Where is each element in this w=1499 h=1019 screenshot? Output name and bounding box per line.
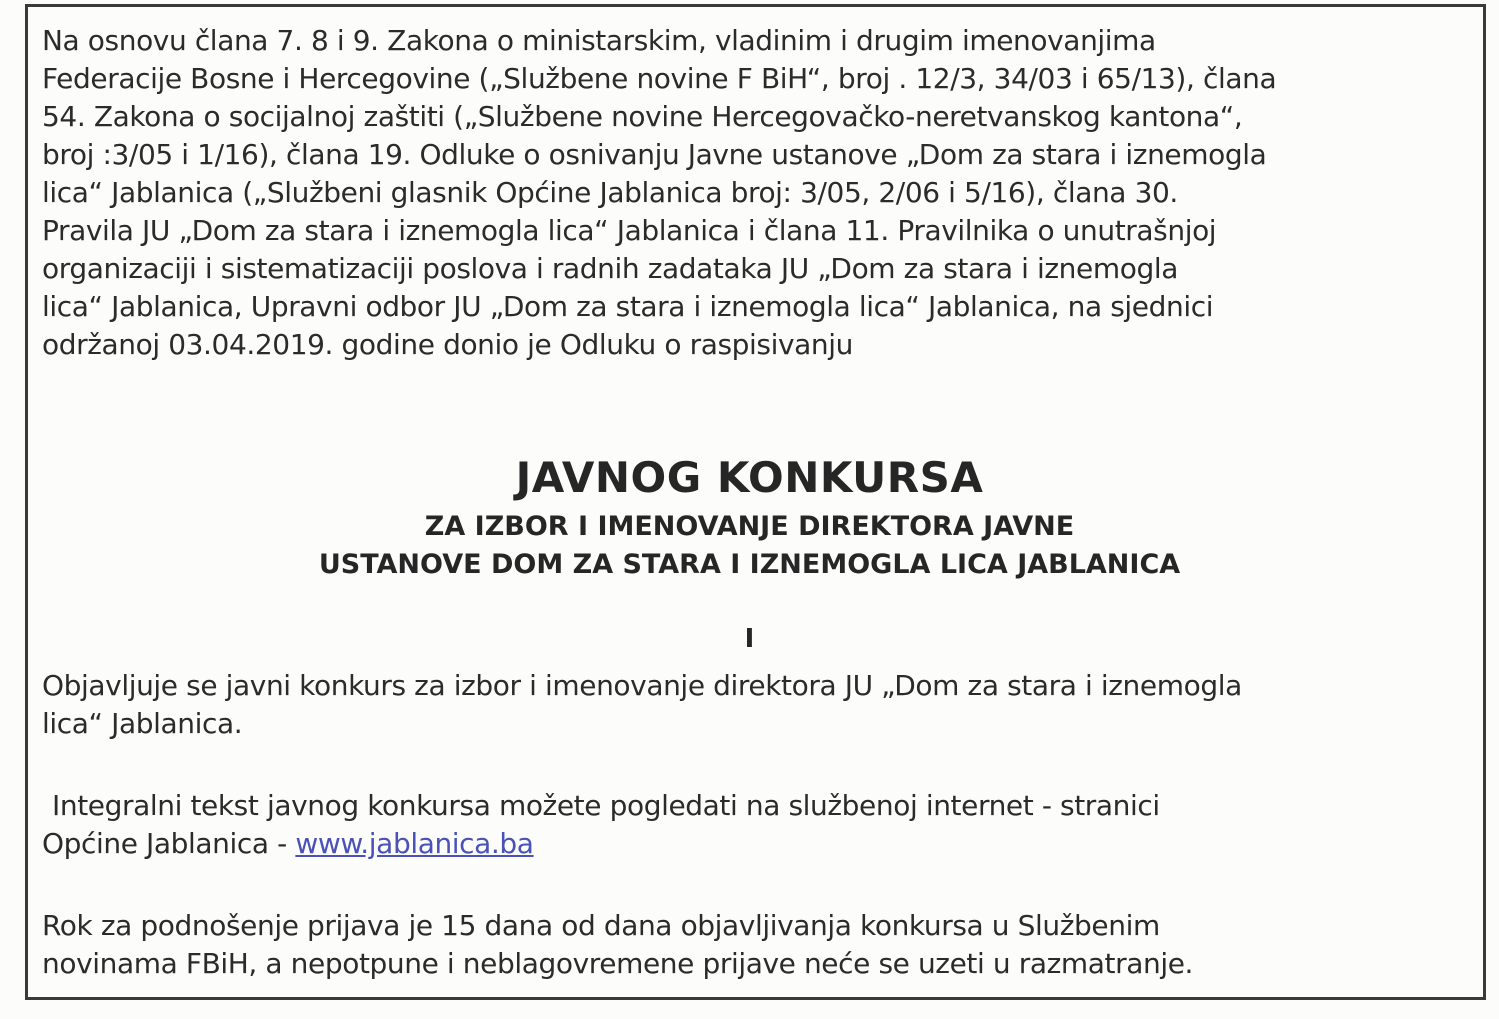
announcement-paragraph: Objavljuje se javni konkurs za izbor i imenovanje direktora JU „Dom za stara i iznemogla lica“ Jablanica. [42,669,1242,740]
website-link[interactable]: www.jablanica.ba [295,827,534,860]
website-prefix: Općine Jablanica - [42,827,296,860]
integral-text-line: Integralni tekst javnog konkursa možete pogledati na službenoj internet - stranici [52,789,1160,822]
website-line [42,825,534,863]
document-title: JAVNOG KONKURSA [515,453,984,502]
deadline-paragraph: Rok za podnošenje prijava je 15 dana od dana objavljivanja konkursa u Službenim novinama FBiH, a nepotpune i neblagovremene prijave neće se uzeti u razmatranje. [42,909,1194,980]
intro-paragraph: Na osnovu člana 7. 8 i 9. Zakona o ministarskim, vladinim i drugim imenovanjima Federacije Bosne i Hercegovine („Službene novine F BiH“, broj . 12/3, 34/03 i 65/13), člana 54. Zakona o socijalnoj zaštiti („Službene novine Hercegovačko-neretvanskog kantona“, broj :3/05 i 1/16), člana 19. Odluke o osnivanju Javne ustanove „Dom za stara i iznemogla lica“ Jablanica („Službeni glasnik Općine Jablanica broj: 3/05, 2/06 i 5/16), člana 30. Pravila JU „Dom za stara i iznemogla lica“ Jablanica i člana 11. Pravilnika o unutrašnjoj organizaciji i sistematizaciji poslova i radnih zadataka JU „Dom za stara i iznemogla lica“ Jablanica, Upravni odbor JU „Dom za stara i iznemogla lica“ Jablanica, na sjednici održanoj 03.04.2019. godine donio je Odluku o raspisivanju [42,24,1277,361]
document-subtitle: ZA IZBOR I IMENOVANJE DIREKTORA JAVNE USTANOVE DOM ZA STARA I IZNEMOGLA LICA JABLANICA [318,511,1181,580]
section-numeral: I [744,624,755,654]
